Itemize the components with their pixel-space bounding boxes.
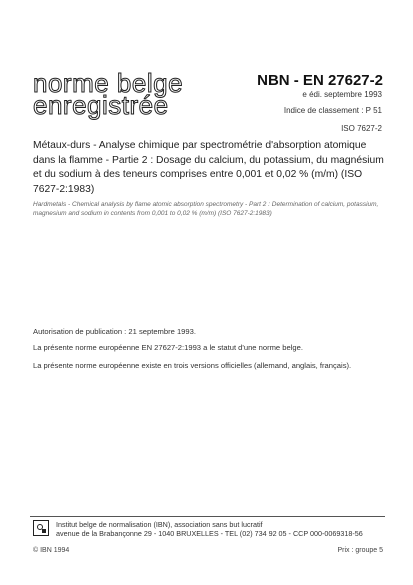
standard-number: NBN - EN 27627-2 [257, 72, 383, 89]
classification-index: Indice de classement : P 51 [283, 106, 382, 115]
brand-line-2: enregistrée [33, 90, 169, 120]
institute-name: Institut belge de normalisation (IBN), association sans but lucratif [56, 520, 263, 529]
brand-line-1: norme belge [33, 68, 184, 98]
footer-divider [30, 516, 385, 517]
brand-logo-text [33, 68, 184, 120]
document-title-english: Hardmetals - Chemical analysis by flame atomic absorption spectrometry - Part 2 : Determination of calcium, potassium, magnesium and sodium in contents from 0,001 to 0,02 % (m/m) (ISO 7627-2:1983) [33, 201, 379, 217]
ibn-logo-icon [33, 520, 49, 536]
versions-note: La présente norme européenne existe en trois versions officielles (allemand, anglais, français). [33, 361, 352, 370]
edition-date: e édi. septembre 1993 [302, 90, 382, 99]
standard-status: La présente norme européenne EN 27627-2:1993 a le statut d'une norme belge. [33, 343, 303, 352]
price-group: Prix : groupe 5 [337, 547, 383, 554]
iso-reference: ISO 7627-2 [341, 124, 382, 133]
institute-address: avenue de la Brabançonne 29 - 1040 BRUXELLES - TEL (02) 734 92 05 - CCP 000-0069318-56 [56, 529, 363, 538]
publication-authorization: Autorisation de publication : 21 septembre 1993. [33, 327, 196, 336]
document-title-french: Métaux-durs - Analyse chimique par spectrométrie d'absorption atomique dans la flamme - Partie 2 : Dosage du calcium, du potassium, du magnésium et du sodium à des teneurs comprises entre 0,001 et 0,02 % (m/m) (ISO 7627-2:1983) [33, 140, 384, 195]
copyright: © IBN 1994 [33, 547, 70, 554]
